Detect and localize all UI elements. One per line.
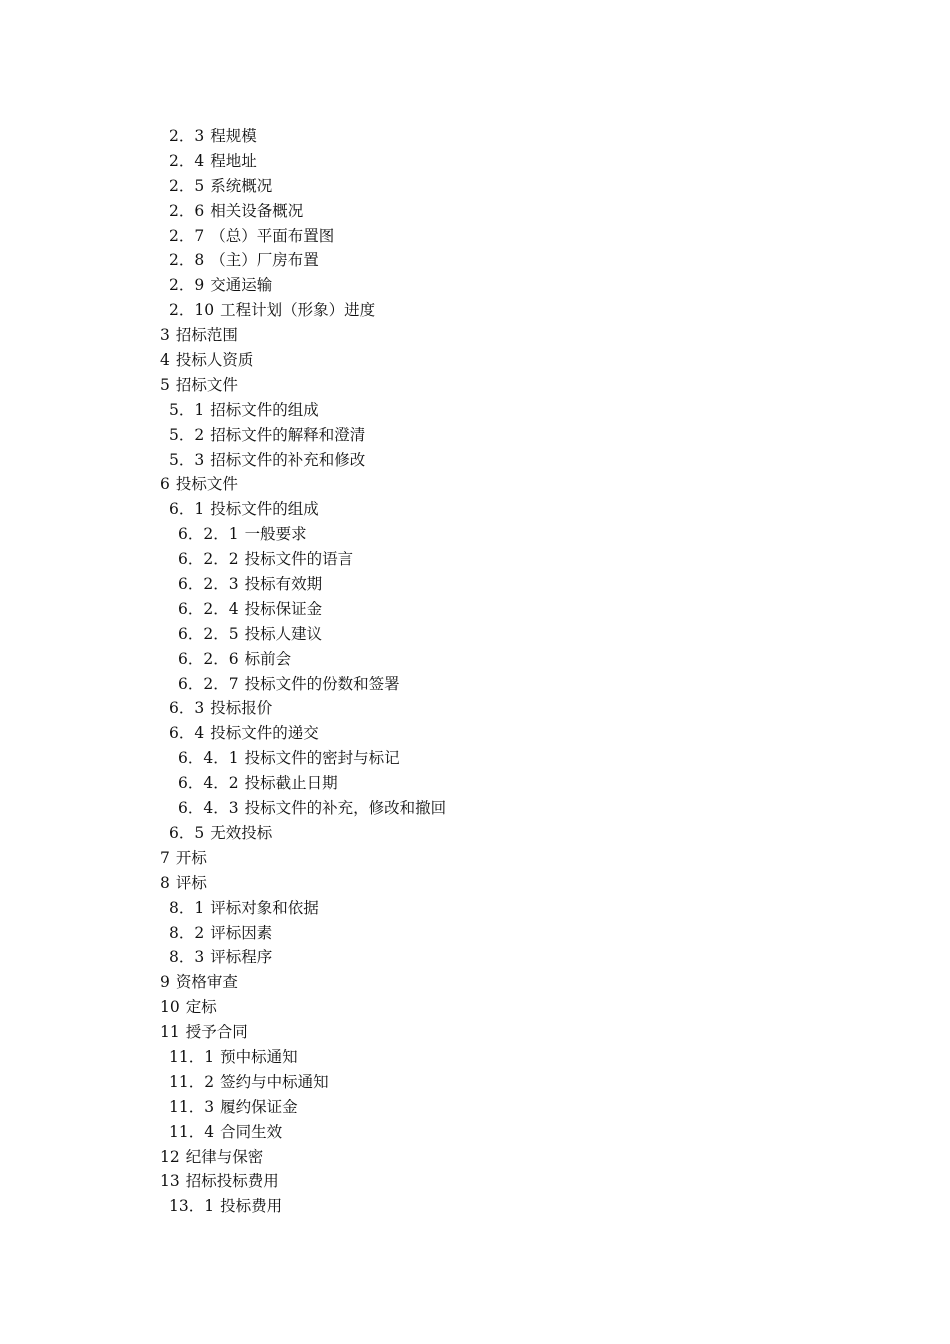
- toc-entry-number: 6．2．4: [178, 599, 239, 618]
- toc-entry-title: 投标人建议: [244, 624, 323, 643]
- toc-entry-number: 6．4．2: [178, 774, 239, 793]
- toc-entry-number: 5．3: [169, 450, 205, 469]
- toc-entry-number: 13．1: [169, 1197, 215, 1216]
- toc-entry: [160, 124, 446, 149]
- toc-entry-title: 程规模: [210, 127, 257, 145]
- toc-entry-title: 一般要求: [244, 525, 307, 544]
- toc-entry-number: 2．6: [169, 201, 205, 220]
- toc-entry: [160, 199, 446, 224]
- toc-entry-number: 11．4: [169, 1122, 215, 1141]
- toc-entry-number: 2．10: [169, 301, 215, 320]
- toc-entry: [160, 398, 446, 423]
- toc-entry-number: 6．4．1: [178, 749, 239, 768]
- toc-entry-title: 投标有效期: [244, 575, 323, 594]
- toc-entry-number: 8．3: [169, 948, 205, 967]
- toc-entry-number: 6．2．1: [178, 525, 239, 544]
- toc-entry-number: 6．2．5: [178, 624, 239, 643]
- toc-entry: [160, 771, 446, 796]
- toc-entry-title: 投标文件: [175, 475, 238, 494]
- toc-entry-title: 授予合同: [185, 1023, 248, 1042]
- toc-entry-title: 招标范围: [175, 326, 238, 345]
- toc-entry-title: 投标文件的份数和签署: [244, 674, 400, 693]
- toc-entry-title: 评标: [175, 873, 207, 892]
- toc-entry-title: 招标投标费用: [185, 1172, 279, 1191]
- toc-entry-title: （主）厂房布置: [210, 251, 319, 270]
- toc-entry-number: 8．2: [169, 923, 205, 942]
- toc-entry-title: 招标文件的组成: [210, 400, 319, 419]
- toc-entry-number: 6: [160, 475, 170, 494]
- toc-entry: [160, 1120, 446, 1145]
- toc-entry-title: 相关设备概况: [210, 201, 304, 220]
- toc-entry-title: 签约与中标通知: [220, 1072, 329, 1091]
- toc-entry-number: 2．8: [169, 251, 205, 270]
- toc-entry: [160, 871, 446, 896]
- toc-entry-title: 评标程序: [210, 948, 273, 967]
- toc-entry-number: 11: [160, 1023, 180, 1042]
- toc-entry-title: 预中标通知: [220, 1047, 298, 1066]
- toc-entry: [160, 896, 446, 921]
- toc-entry: [160, 1070, 446, 1095]
- toc-entry: [160, 1020, 446, 1045]
- toc-entry: [160, 970, 446, 995]
- toc-entry-number: 6．4．3: [178, 799, 239, 818]
- toc-entry-number: 5．1: [169, 400, 205, 419]
- toc-entry-number: 2．7: [169, 226, 205, 245]
- toc-entry-number: 6．2．2: [178, 550, 239, 569]
- toc-entry: [160, 423, 446, 448]
- toc-entry-title: 投标保证金: [244, 599, 323, 618]
- toc-entry: [160, 696, 446, 721]
- toc-entry: [160, 846, 446, 871]
- toc-entry-title: 投标报价: [210, 699, 273, 718]
- toc-entry-number: 2．4: [169, 151, 205, 170]
- toc-entry-number: 6．1: [169, 500, 205, 519]
- toc-entry-title: 工程计划（形象）进度: [220, 301, 376, 320]
- toc-entry-number: 4: [160, 351, 170, 370]
- toc-entry: [160, 622, 446, 647]
- toc-entry-number: 5．2: [169, 425, 205, 444]
- toc-entry-number: 6．5: [169, 823, 205, 842]
- toc-entry-number: 13: [160, 1172, 180, 1191]
- toc-entry-title: 投标截止日期: [244, 774, 338, 793]
- toc-entry-title: 交通运输: [210, 276, 273, 295]
- toc-entry-title: 纪律与保密: [185, 1147, 264, 1166]
- toc-entry-number: 6．2．3: [178, 575, 239, 594]
- toc-entry-title: 投标费用: [220, 1197, 283, 1216]
- toc-entry: [160, 721, 446, 746]
- table-of-contents: [160, 124, 446, 1219]
- toc-entry-title: （总）平面布置图: [210, 226, 335, 245]
- toc-entry-number: 6．2．7: [178, 674, 239, 693]
- toc-entry-number: 12: [160, 1147, 180, 1166]
- toc-entry-title: 履约保证金: [220, 1097, 298, 1116]
- toc-entry: [160, 373, 446, 398]
- toc-entry-title: 系统概况: [210, 176, 273, 195]
- toc-entry-number: 11．2: [169, 1072, 215, 1091]
- toc-entry-number: 3: [160, 326, 170, 345]
- toc-entry-number: 6．2．6: [178, 649, 239, 668]
- toc-entry-title: 评标因素: [210, 923, 273, 942]
- toc-entry: [160, 1145, 446, 1170]
- toc-entry-number: 10: [160, 998, 180, 1017]
- toc-entry: [160, 497, 446, 522]
- toc-entry-number: 7: [160, 848, 170, 867]
- toc-entry-number: 6．4: [169, 724, 205, 743]
- toc-entry-title: 无效投标: [210, 823, 273, 842]
- toc-entry: [160, 348, 446, 373]
- toc-entry: [160, 174, 446, 199]
- toc-entry-number: 5: [160, 375, 170, 394]
- toc-entry: [160, 1194, 446, 1219]
- toc-entry-number: 2．9: [169, 276, 205, 295]
- toc-entry-title: 程地址: [210, 151, 257, 170]
- toc-entry: [160, 224, 446, 249]
- toc-entry-title: 招标文件: [175, 375, 238, 394]
- toc-entry-title: 招标文件的补充和修改: [210, 450, 366, 469]
- toc-entry-title: 资格审查: [175, 973, 238, 992]
- toc-entry: [160, 298, 446, 323]
- toc-entry: [160, 821, 446, 846]
- toc-entry-number: 8．1: [169, 898, 205, 917]
- toc-entry-title: 投标文件的递交: [210, 724, 319, 743]
- toc-entry: [160, 672, 446, 697]
- toc-entry-title: 投标文件的语言: [244, 550, 354, 569]
- toc-entry-number: 11．3: [169, 1097, 215, 1116]
- toc-entry: [160, 995, 446, 1020]
- toc-entry: [160, 572, 446, 597]
- toc-entry: [160, 248, 446, 273]
- toc-entry-title: 评标对象和依据: [210, 898, 319, 917]
- toc-entry-number: 2．3: [169, 127, 205, 145]
- toc-entry-title: 定标: [185, 998, 217, 1017]
- toc-entry-title: 投标文件的补充，修改和撤回: [244, 799, 447, 818]
- toc-entry: [160, 448, 446, 473]
- toc-entry: [160, 921, 446, 946]
- toc-entry: [160, 1045, 446, 1070]
- toc-entry-title: 投标人资质: [175, 351, 254, 370]
- toc-entry-number: 6．3: [169, 699, 205, 718]
- toc-entry-title: 合同生效: [220, 1122, 283, 1141]
- toc-entry-title: 投标文件的密封与标记: [244, 749, 400, 768]
- toc-entry: [160, 796, 446, 821]
- toc-entry: [160, 522, 446, 547]
- toc-entry-number: 2．5: [169, 176, 205, 195]
- toc-entry: [160, 647, 446, 672]
- toc-entry: [160, 1095, 446, 1120]
- toc-entry-number: 8: [160, 873, 170, 892]
- toc-entry-number: 11．1: [169, 1047, 215, 1066]
- toc-entry-number: 9: [160, 973, 170, 992]
- toc-entry-title: 标前会: [244, 649, 292, 668]
- toc-entry: [160, 323, 446, 348]
- toc-entry: [160, 746, 446, 771]
- toc-entry: [160, 1169, 446, 1194]
- toc-entry: [160, 597, 446, 622]
- toc-entry-title: 招标文件的解释和澄清: [210, 425, 366, 444]
- toc-entry: [160, 149, 446, 174]
- toc-entry: [160, 547, 446, 572]
- toc-entry: [160, 945, 446, 970]
- toc-entry-title: 开标: [175, 848, 207, 867]
- toc-entry-title: 投标文件的组成: [210, 500, 319, 519]
- toc-entry: [160, 273, 446, 298]
- toc-entry: [160, 472, 446, 497]
